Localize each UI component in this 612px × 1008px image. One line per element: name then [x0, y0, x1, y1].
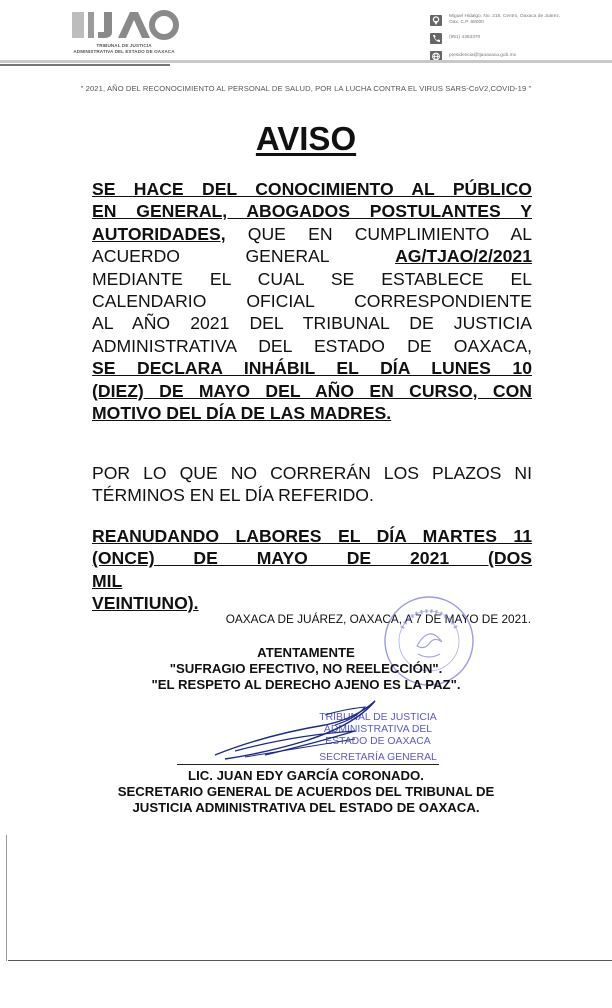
tjao-logo — [58, 10, 190, 54]
p1-line-4a: ACUERDO — [92, 246, 180, 267]
p1-line-10: (DIEZ) DE MAYO DEL AÑO EN CURSO, CON — [92, 380, 532, 401]
address-line-2: Oax. C.P. 68000 — [449, 20, 484, 25]
p1-line-3-rest: QUE EN CUMPLIMIENTO AL — [225, 223, 532, 244]
p1-line-11: MOTIVO DEL DÍA DE LAS MADRES. — [92, 403, 392, 424]
page-title: AVISO — [255, 120, 357, 157]
p3-line-1: REANUDANDO LABORES EL DÍA MARTES 11 — [92, 526, 532, 546]
stamp-line-3: ESTADO DE OAXACA — [325, 736, 431, 747]
p2-line-1: POR LO QUE NO CORRERÁN LOS PLAZOS NI — [92, 463, 532, 483]
agreement-reference: AG/TJAO/2/2021 — [395, 246, 532, 267]
p1-line-4b: GENERAL — [245, 246, 330, 267]
notice-paragraph-1 — [92, 178, 532, 424]
contact-phone — [430, 32, 590, 47]
contact-address — [430, 14, 590, 29]
handwritten-signature — [205, 695, 395, 765]
phone-number: (951) 4363370 — [449, 35, 481, 40]
p3-line-3: VEINTIUNO). — [92, 593, 199, 614]
closing-motto-1: "SUFRAGIO EFECTIVO, NO REELECCIÓN". — [169, 661, 443, 676]
place-date: OAXACA DE JUÁREZ, OAXACA, A 7 DE MAYO DE 2021. — [225, 612, 531, 626]
scan-edge — [6, 835, 7, 961]
p1-line-3-bold: AUTORIDADES, — [92, 223, 226, 244]
p1-line-6: CALENDARIO OFICIAL CORRESPONDIENTE — [92, 291, 532, 312]
p1-line-7: AL AÑO 2021 DEL TRIBUNAL DE JUSTICIA — [92, 313, 532, 334]
tjao-logo-mark — [68, 10, 180, 40]
header-divider-accent — [0, 64, 170, 66]
p1-line-1: SE HACE DEL CONOCIMIENTO AL PÚBLICO — [92, 179, 532, 199]
p3-line-2 — [92, 547, 532, 592]
location-pin-icon — [430, 15, 442, 26]
closing-atentamente: ATENTAMENTE — [257, 645, 355, 660]
signatory-name: LIC. JUAN EDY GARCÍA CORONADO. — [188, 768, 424, 783]
stamp-line-4: SECRETARÍA GENERAL — [319, 752, 437, 763]
phone-icon — [430, 33, 442, 44]
p1-line-9: SE DECLARA INHÁBIL EL DÍA LUNES 10 — [92, 358, 532, 379]
address-line-1: Miguel Hidalgo, No. 215, Centro, Oaxaca de Juárez, — [449, 14, 561, 19]
email-address: presidencia@tjaoaxaca.gob.mx — [449, 53, 516, 58]
header-divider — [0, 60, 612, 63]
signatory-role-2: JUSTICIA ADMINISTRATIVA DEL ESTADO DE OAXACA. — [132, 800, 480, 815]
year-motto: " 2021, AÑO DEL RECONOCIMIENTO AL PERSONAL DE SALUD, POR LA LUCHA CONTRA EL VIRUS SARS-CoV2,COVID-19 " — [80, 84, 532, 93]
p1-line-2: EN GENERAL, ABOGADOS POSTULANTES Y — [92, 201, 532, 222]
p3-line-2-text: (ONCE) DE MAYO DE 2021 (DOS MIL — [92, 548, 532, 591]
p2-line-2: TÉRMINOS EN EL DÍA REFERIDO. — [92, 485, 374, 506]
closing-motto-2: "EL RESPETO AL DERECHO AJENO ES LA PAZ". — [151, 677, 461, 692]
logo-subtitle-1: TRIBUNAL DE JUSTICIA — [96, 43, 152, 48]
scan-bottom-edge — [8, 960, 612, 961]
stamp-line-1: TRIBUNAL DE JUSTICIA — [319, 712, 437, 723]
p1-line-8: ADMINISTRATIVA DEL ESTADO DE OAXACA, — [92, 335, 532, 356]
stamp-line-2: ADMINISTRATIVA DEL — [323, 724, 433, 735]
p1-line-5: MEDIANTE EL CUAL SE ESTABLECE EL — [92, 268, 532, 289]
signatory-role-1: SECRETARIO GENERAL DE ACUERDOS DEL TRIBUNAL DE — [117, 784, 495, 799]
notice-paragraph-2 — [92, 462, 532, 507]
signature-line — [177, 764, 439, 765]
logo-subtitle-2: ADMINISTRATIVA DEL ESTADO DE OAXACA — [73, 49, 175, 54]
